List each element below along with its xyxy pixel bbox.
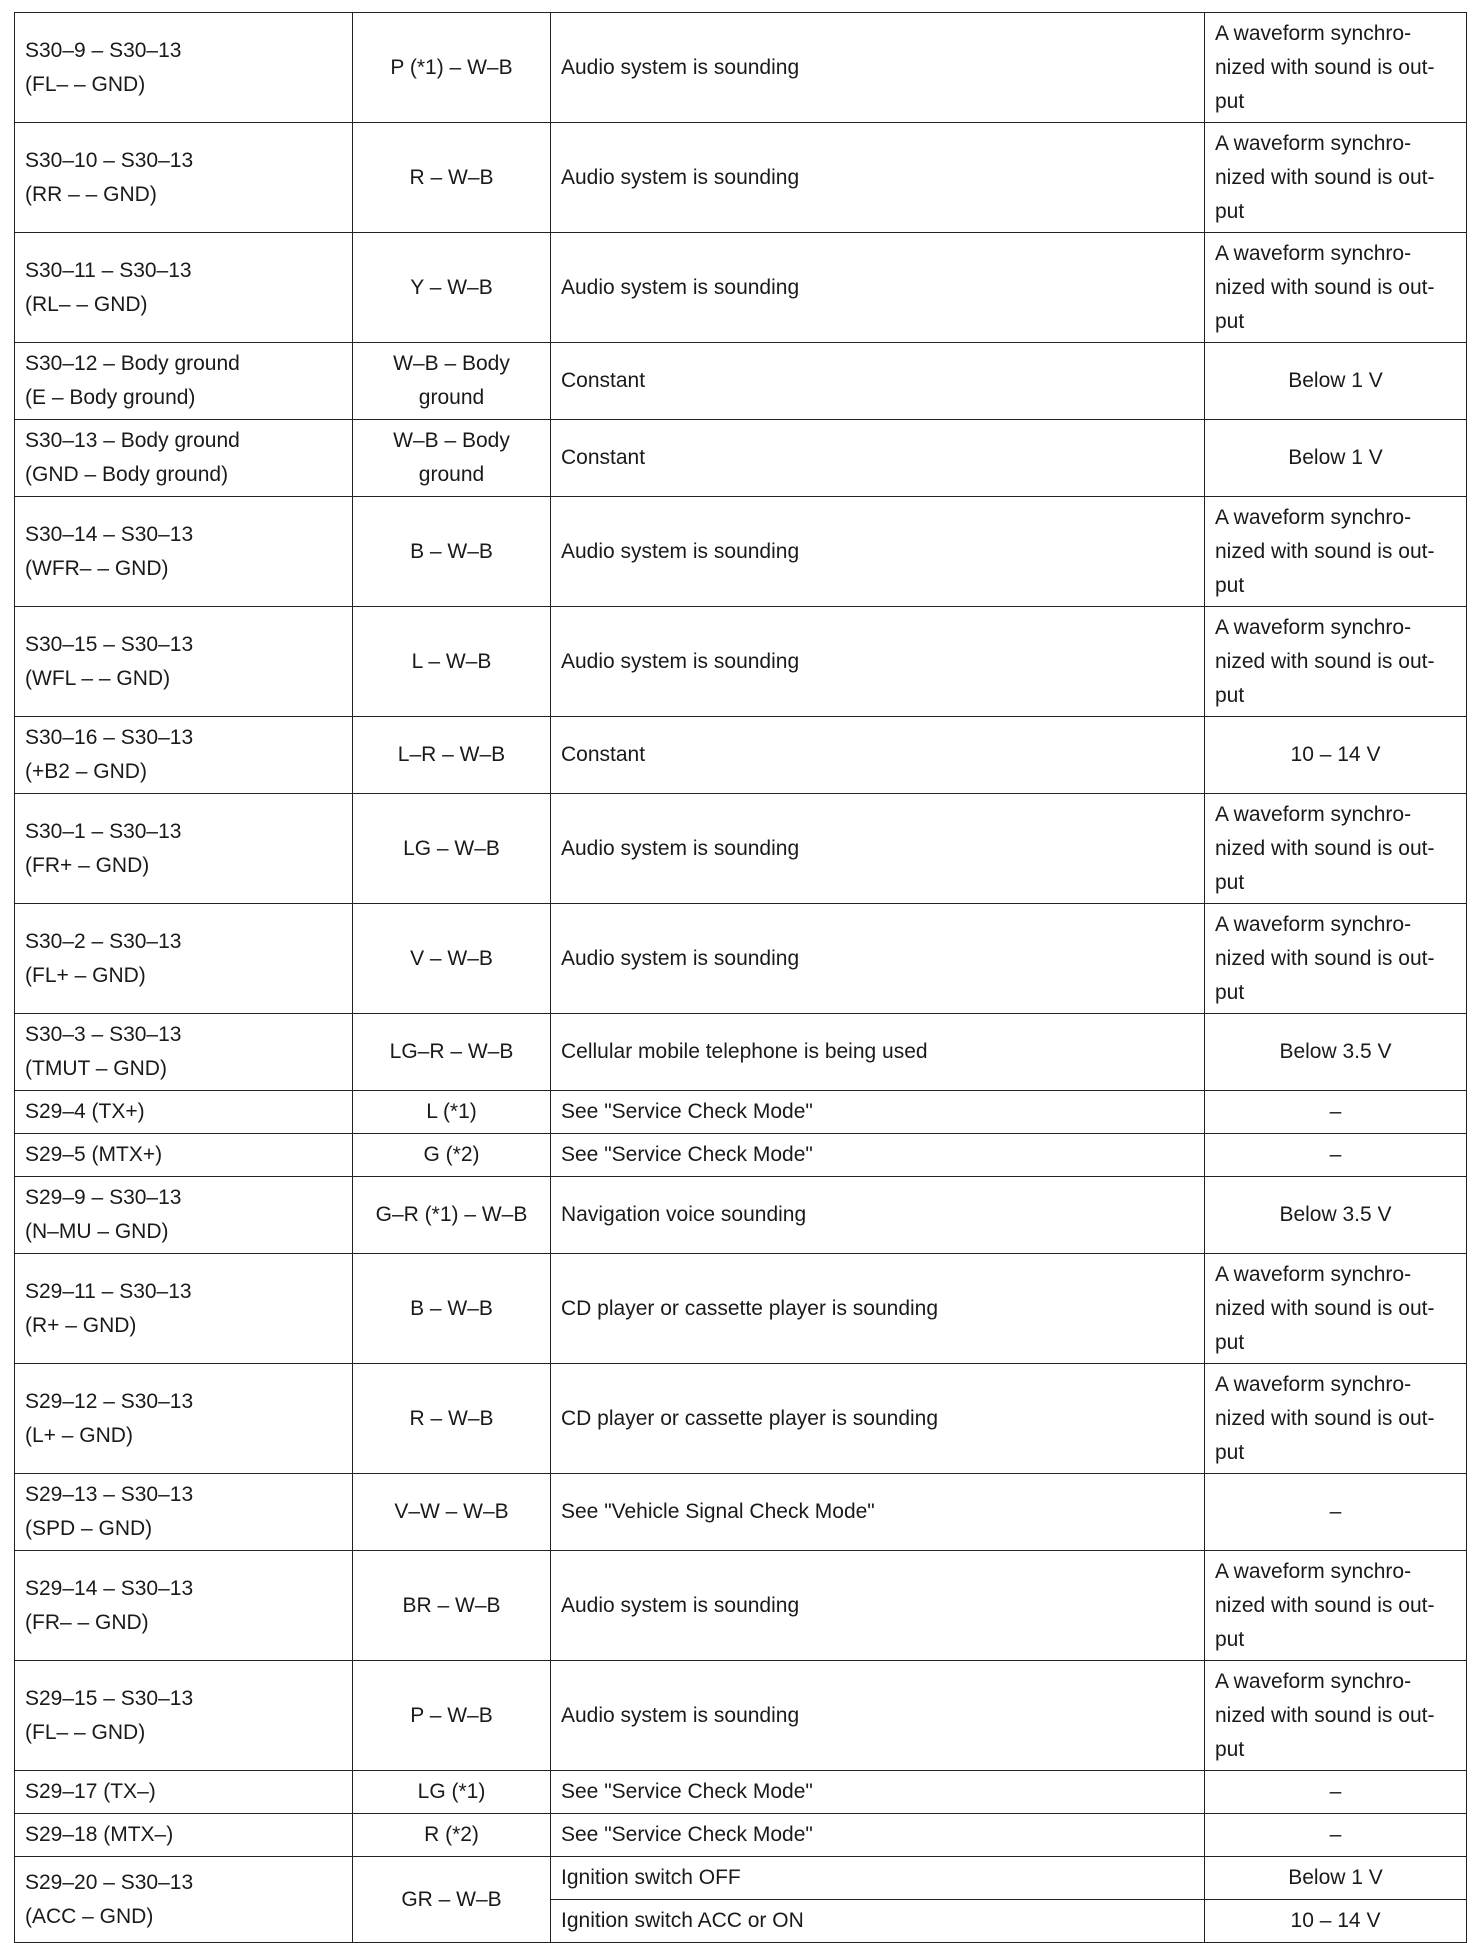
condition-cell-line: CD player or cassette player is sounding — [561, 1296, 939, 1320]
spec-cell-line: – — [1329, 1780, 1342, 1803]
spec-cell-line: Below 1 V — [1288, 369, 1383, 392]
spec-cell — [1205, 1091, 1467, 1134]
terminal-spec-table — [14, 12, 1467, 1943]
wiring-color-cell — [353, 343, 551, 420]
condition-cell — [551, 794, 1205, 904]
spec-cell-line: nized with sound is out- — [1215, 649, 1435, 673]
terminal-cell-line: S30–15 – S30–13 — [25, 632, 194, 656]
spec-cell-line: nized with sound is out- — [1215, 1593, 1435, 1617]
terminal-cell-line: S30–11 – S30–13 — [25, 258, 192, 282]
condition-cell-line: Audio system is sounding — [561, 649, 800, 673]
table-row — [15, 1134, 1467, 1177]
terminal-cell-line: (GND – Body ground) — [25, 463, 229, 486]
spec-cell-line: put — [1215, 309, 1245, 333]
spec-cell — [1205, 717, 1467, 794]
wiring-color-cell — [353, 1771, 551, 1814]
spec-cell-line: Below 1 V — [1288, 446, 1383, 469]
spec-cell-line: put — [1215, 199, 1245, 223]
condition-cell — [551, 123, 1205, 233]
spec-cell-line: A waveform synchro- — [1215, 1372, 1412, 1396]
spec-cell-line: put — [1215, 1737, 1245, 1761]
terminal-cell-line: S29–11 – S30–13 — [25, 1279, 192, 1303]
terminal-cell-line: S30–1 – S30–13 — [25, 819, 182, 843]
terminal-cell — [15, 794, 353, 904]
condition-cell — [551, 1474, 1205, 1551]
condition-cell-line: CD player or cassette player is sounding — [561, 1406, 939, 1430]
spec-cell — [1205, 123, 1467, 233]
spec-cell-line: A waveform synchro- — [1215, 21, 1412, 45]
terminal-cell — [15, 1364, 353, 1474]
spec-cell-line: 10 – 14 V — [1290, 743, 1381, 766]
terminal-cell-line: S30–13 – Body ground — [25, 429, 240, 452]
spec-cell-line: nized with sound is out- — [1215, 1296, 1435, 1320]
wiring-color-cell-line: L–R – W–B — [397, 743, 506, 766]
spec-cell-line: put — [1215, 683, 1245, 707]
spec-cell — [1205, 607, 1467, 717]
wiring-color-cell — [353, 1014, 551, 1091]
table-row — [15, 1474, 1467, 1551]
terminal-cell — [15, 1474, 353, 1551]
wiring-color-cell-line: LG (*1) — [417, 1780, 486, 1803]
condition-cell — [551, 1857, 1205, 1900]
wiring-color-cell-line: G–R (*1) – W–B — [375, 1203, 528, 1226]
terminal-cell-line: S30–2 – S30–13 — [25, 929, 182, 953]
condition-cell — [551, 1254, 1205, 1364]
wiring-color-cell-line: V–W – W–B — [394, 1500, 509, 1523]
terminal-cell-line: (FR+ – GND) — [25, 853, 150, 877]
condition-cell — [551, 13, 1205, 123]
terminal-cell-line: (L+ – GND) — [25, 1423, 133, 1447]
condition-cell — [551, 1177, 1205, 1254]
wiring-color-cell — [353, 1551, 551, 1661]
spec-cell-line: nized with sound is out- — [1215, 946, 1435, 970]
wiring-color-cell — [353, 13, 551, 123]
condition-cell — [551, 1134, 1205, 1177]
spec-cell-line: – — [1329, 1823, 1342, 1846]
condition-cell-line: Constant — [561, 446, 646, 469]
spec-cell — [1205, 1661, 1467, 1771]
terminal-cell — [15, 233, 353, 343]
spec-cell — [1205, 1474, 1467, 1551]
condition-cell-line: Audio system is sounding — [561, 275, 800, 299]
terminal-cell-line: (SPD – GND) — [25, 1517, 153, 1540]
wiring-color-cell-line: L (*1) — [426, 1100, 477, 1123]
spec-cell-line: A waveform synchro- — [1215, 505, 1412, 529]
table-row — [15, 1814, 1467, 1857]
condition-cell-line: Audio system is sounding — [561, 946, 800, 970]
spec-cell-line: Below 1 V — [1288, 1866, 1383, 1889]
spec-cell-line: A waveform synchro- — [1215, 802, 1412, 826]
condition-cell — [551, 420, 1205, 497]
table-row — [15, 13, 1467, 123]
spec-cell-line: put — [1215, 1627, 1245, 1651]
terminal-cell-line: S30–16 – S30–13 — [25, 726, 194, 749]
terminal-cell-line: (ACC – GND) — [25, 1904, 154, 1928]
terminal-cell — [15, 1091, 353, 1134]
table-row — [15, 1551, 1467, 1661]
terminal-cell-line: (FL– – GND) — [25, 1720, 146, 1744]
terminal-cell-line: (RL– – GND) — [25, 292, 148, 316]
condition-cell-line: Audio system is sounding — [561, 539, 800, 563]
spec-cell-line: put — [1215, 89, 1245, 113]
spec-cell — [1205, 343, 1467, 420]
spec-cell — [1205, 1177, 1467, 1254]
spec-cell-line: put — [1215, 1330, 1245, 1354]
table-row — [15, 1014, 1467, 1091]
wiring-color-cell-line: B – W–B — [410, 1296, 493, 1320]
table-row — [15, 794, 1467, 904]
condition-cell-line: Ignition switch OFF — [561, 1866, 741, 1889]
terminal-cell-line: S29–4 (TX+) — [25, 1100, 145, 1123]
condition-cell — [551, 343, 1205, 420]
terminal-cell — [15, 343, 353, 420]
wiring-color-cell — [353, 1091, 551, 1134]
spec-cell-line: nized with sound is out- — [1215, 55, 1435, 79]
condition-cell-line: Navigation voice sounding — [561, 1203, 807, 1226]
terminal-cell — [15, 1551, 353, 1661]
condition-cell — [551, 233, 1205, 343]
terminal-cell-line: (FR– – GND) — [25, 1610, 149, 1634]
spec-cell — [1205, 794, 1467, 904]
terminal-cell — [15, 1254, 353, 1364]
document-page — [14, 12, 1466, 1943]
condition-cell-line: Audio system is sounding — [561, 836, 800, 860]
terminal-cell — [15, 1177, 353, 1254]
condition-cell — [551, 1771, 1205, 1814]
wiring-color-cell — [353, 123, 551, 233]
condition-cell-line: See "Vehicle Signal Check Mode" — [561, 1500, 875, 1523]
condition-cell-line: See "Service Check Mode" — [561, 1823, 813, 1846]
terminal-cell — [15, 497, 353, 607]
condition-cell — [551, 1814, 1205, 1857]
terminal-cell-line: S29–13 – S30–13 — [25, 1483, 194, 1506]
wiring-color-cell-line: Y – W–B — [410, 275, 493, 299]
spec-cell-line: Below 3.5 V — [1279, 1203, 1392, 1226]
terminal-cell-line: (FL– – GND) — [25, 72, 146, 96]
wiring-color-cell-line: W–B – Body — [393, 352, 510, 375]
terminal-cell-line: S29–18 (MTX–) — [25, 1823, 174, 1846]
wiring-color-cell — [353, 1177, 551, 1254]
wiring-color-cell — [353, 1814, 551, 1857]
table-row — [15, 1254, 1467, 1364]
condition-cell — [551, 1551, 1205, 1661]
spec-cell-line: A waveform synchro- — [1215, 912, 1412, 936]
wiring-color-cell-line: LG – W–B — [403, 836, 500, 860]
spec-cell-line: Below 3.5 V — [1279, 1040, 1392, 1063]
spec-cell-line: – — [1329, 1143, 1342, 1166]
wiring-color-cell-line: BR – W–B — [402, 1593, 501, 1617]
condition-cell-line: Constant — [561, 743, 646, 766]
terminal-cell-line: (R+ – GND) — [25, 1313, 137, 1337]
wiring-color-cell-line: LG–R – W–B — [389, 1040, 514, 1063]
spec-cell — [1205, 1900, 1467, 1943]
wiring-color-cell — [353, 717, 551, 794]
table-row — [15, 1091, 1467, 1134]
terminal-cell — [15, 13, 353, 123]
terminal-cell-line: S30–10 – S30–13 — [25, 148, 194, 172]
terminal-cell — [15, 607, 353, 717]
condition-cell-line: See "Service Check Mode" — [561, 1100, 813, 1123]
spec-cell — [1205, 1771, 1467, 1814]
wiring-color-cell — [353, 497, 551, 607]
spec-cell-line: put — [1215, 573, 1245, 597]
spec-cell-line: 10 – 14 V — [1290, 1909, 1381, 1932]
spec-cell-line: nized with sound is out- — [1215, 1703, 1435, 1727]
table-body — [15, 13, 1467, 1943]
terminal-cell-line: S29–9 – S30–13 — [25, 1186, 182, 1209]
terminal-cell-line: S29–12 – S30–13 — [25, 1389, 194, 1413]
terminal-cell-line: (WFR– – GND) — [25, 556, 169, 580]
spec-cell — [1205, 1814, 1467, 1857]
table-row — [15, 343, 1467, 420]
terminal-cell — [15, 717, 353, 794]
terminal-cell-line: S29–20 – S30–13 — [25, 1870, 194, 1894]
spec-cell-line: put — [1215, 1440, 1245, 1464]
condition-cell — [551, 904, 1205, 1014]
condition-cell-line: Audio system is sounding — [561, 1593, 800, 1617]
table-row — [15, 497, 1467, 607]
condition-cell — [551, 1661, 1205, 1771]
terminal-cell-line: S29–5 (MTX+) — [25, 1143, 163, 1166]
condition-cell-line: Audio system is sounding — [561, 1703, 800, 1727]
spec-cell — [1205, 1254, 1467, 1364]
spec-cell-line: nized with sound is out- — [1215, 836, 1435, 860]
terminal-cell-line: (TMUT – GND) — [25, 1057, 167, 1080]
terminal-cell-line: S30–14 – S30–13 — [25, 522, 194, 546]
wiring-color-cell-line: V – W–B — [410, 946, 493, 970]
terminal-cell — [15, 1014, 353, 1091]
table-row — [15, 1857, 1467, 1900]
terminal-cell-line: S30–12 – Body ground — [25, 352, 240, 375]
condition-cell-line: Constant — [561, 369, 646, 392]
terminal-cell — [15, 1661, 353, 1771]
condition-cell-line: Ignition switch ACC or ON — [561, 1909, 804, 1932]
terminal-cell — [15, 904, 353, 1014]
table-row — [15, 904, 1467, 1014]
wiring-color-cell-line: P (*1) – W–B — [390, 55, 513, 79]
spec-cell-line: nized with sound is out- — [1215, 165, 1435, 189]
spec-cell — [1205, 233, 1467, 343]
wiring-color-cell — [353, 794, 551, 904]
wiring-color-cell-line: GR – W–B — [401, 1887, 502, 1911]
condition-cell-line: Audio system is sounding — [561, 55, 800, 79]
wiring-color-cell-line: L – W–B — [411, 649, 492, 673]
wiring-color-cell — [353, 1254, 551, 1364]
condition-cell — [551, 1900, 1205, 1943]
table-row — [15, 1661, 1467, 1771]
terminal-cell-line: (FL+ – GND) — [25, 963, 146, 987]
spec-cell — [1205, 1551, 1467, 1661]
wiring-color-cell-line: ground — [418, 386, 485, 409]
table-row — [15, 420, 1467, 497]
spec-cell-line: A waveform synchro- — [1215, 1262, 1412, 1286]
wiring-color-cell-line: R – W–B — [409, 1406, 494, 1430]
spec-cell — [1205, 1014, 1467, 1091]
wiring-color-cell-line: B – W–B — [410, 539, 493, 563]
spec-cell-line: A waveform synchro- — [1215, 241, 1412, 265]
wiring-color-cell-line: R – W–B — [409, 165, 494, 189]
condition-cell — [551, 607, 1205, 717]
terminal-cell-line: S30–3 – S30–13 — [25, 1023, 182, 1046]
terminal-cell — [15, 420, 353, 497]
wiring-color-cell-line: ground — [418, 463, 485, 486]
spec-cell-line: nized with sound is out- — [1215, 539, 1435, 563]
terminal-cell-line: S29–14 – S30–13 — [25, 1576, 194, 1600]
wiring-color-cell — [353, 904, 551, 1014]
spec-cell-line: put — [1215, 870, 1245, 894]
spec-cell-line: nized with sound is out- — [1215, 275, 1435, 299]
wiring-color-cell — [353, 1134, 551, 1177]
condition-cell — [551, 1091, 1205, 1134]
terminal-cell-line: (E – Body ground) — [25, 386, 196, 409]
wiring-color-cell — [353, 607, 551, 717]
wiring-color-cell-line: P – W–B — [410, 1703, 493, 1727]
wiring-color-cell-line: R (*2) — [424, 1823, 479, 1846]
table-row — [15, 1177, 1467, 1254]
condition-cell-line: See "Service Check Mode" — [561, 1780, 813, 1803]
spec-cell — [1205, 13, 1467, 123]
wiring-color-cell-line: W–B – Body — [393, 429, 510, 452]
terminal-cell — [15, 1771, 353, 1814]
spec-cell-line: – — [1329, 1100, 1342, 1123]
spec-cell — [1205, 1134, 1467, 1177]
condition-cell-line: Cellular mobile telephone is being used — [561, 1040, 928, 1063]
spec-cell — [1205, 1364, 1467, 1474]
condition-cell — [551, 1364, 1205, 1474]
terminal-cell-line: (N–MU – GND) — [25, 1220, 169, 1243]
table-row — [15, 607, 1467, 717]
terminal-cell-line: S30–9 – S30–13 — [25, 38, 182, 62]
terminal-cell-line: S29–15 – S30–13 — [25, 1686, 194, 1710]
spec-cell-line: nized with sound is out- — [1215, 1406, 1435, 1430]
spec-cell-line: – — [1329, 1500, 1342, 1523]
condition-cell — [551, 1014, 1205, 1091]
table-row — [15, 123, 1467, 233]
wiring-color-cell — [353, 420, 551, 497]
spec-cell-line: put — [1215, 980, 1245, 1004]
terminal-cell-line: (+B2 – GND) — [25, 760, 147, 783]
wiring-color-cell — [353, 1474, 551, 1551]
terminal-cell — [15, 123, 353, 233]
condition-cell — [551, 497, 1205, 607]
spec-cell-line: A waveform synchro- — [1215, 615, 1412, 639]
spec-cell-line: A waveform synchro- — [1215, 131, 1412, 155]
table-row — [15, 1771, 1467, 1814]
condition-cell-line: Audio system is sounding — [561, 165, 800, 189]
terminal-cell — [15, 1814, 353, 1857]
spec-cell — [1205, 1857, 1467, 1900]
terminal-cell-line: S29–17 (TX–) — [25, 1780, 156, 1803]
spec-cell — [1205, 904, 1467, 1014]
table-row — [15, 1364, 1467, 1474]
wiring-color-cell — [353, 233, 551, 343]
terminal-cell — [15, 1134, 353, 1177]
spec-cell-line: A waveform synchro- — [1215, 1669, 1412, 1693]
table-row — [15, 717, 1467, 794]
condition-cell-line: See "Service Check Mode" — [561, 1143, 813, 1166]
table-row — [15, 233, 1467, 343]
terminal-cell-line: (RR – – GND) — [25, 182, 157, 206]
spec-cell — [1205, 420, 1467, 497]
spec-cell — [1205, 497, 1467, 607]
spec-cell-line: A waveform synchro- — [1215, 1559, 1412, 1583]
wiring-color-cell-line: G (*2) — [423, 1143, 480, 1166]
wiring-color-cell — [353, 1364, 551, 1474]
terminal-cell-line: (WFL – – GND) — [25, 666, 171, 690]
wiring-color-cell — [353, 1661, 551, 1771]
condition-cell — [551, 717, 1205, 794]
